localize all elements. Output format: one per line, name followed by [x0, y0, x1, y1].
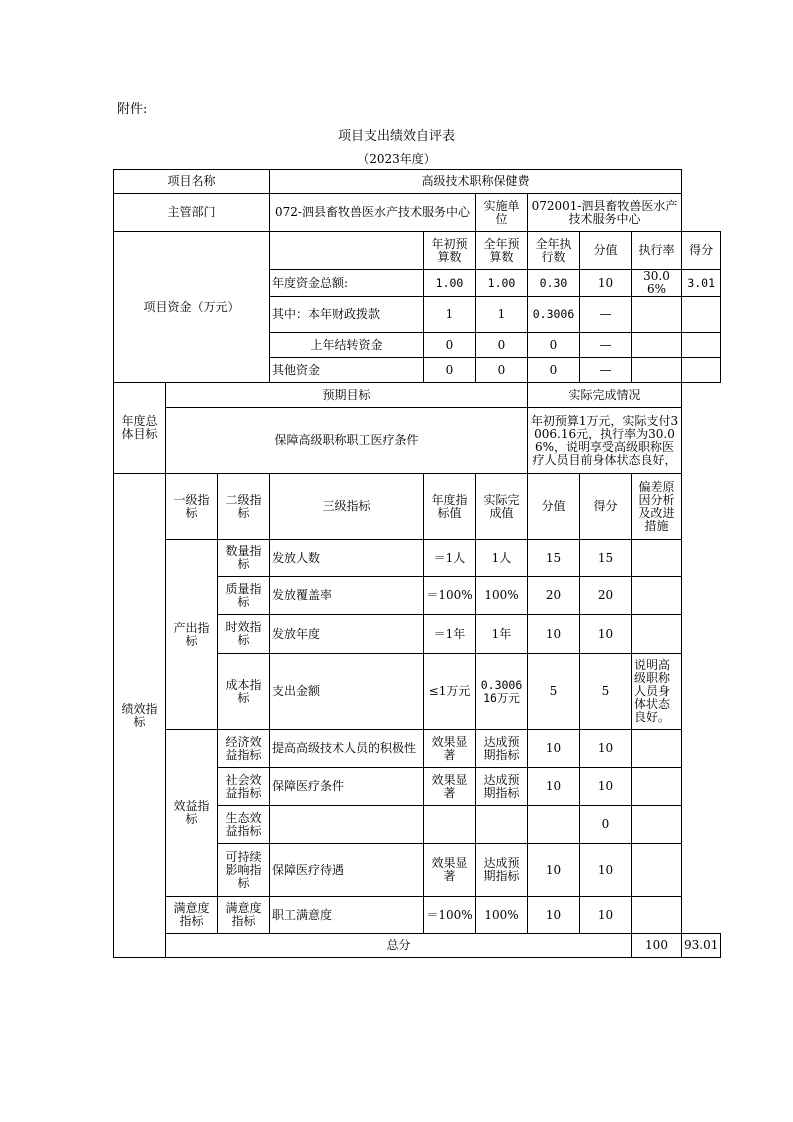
indicator-header: 偏差原因分析及改进措施 [632, 474, 682, 540]
goals-label: 年度总体目标 [114, 383, 166, 474]
level2-indicator: 生态效益指标 [218, 806, 270, 844]
indicator-got: 10 [580, 768, 632, 806]
indicator-actual: 达成预期指标 [476, 768, 528, 806]
level3-indicator: 保障医疗待遇 [270, 844, 424, 897]
indicator-note [632, 806, 682, 844]
indicator-header: 实际完成值 [476, 474, 528, 540]
level3-indicator: 发放人数 [270, 540, 424, 577]
funds-row-label: 年度资金总额: [270, 270, 424, 297]
funds-header: 全年执行数 [528, 232, 580, 270]
level2-indicator: 质量指标 [218, 577, 270, 615]
funds-cell: — [580, 333, 632, 358]
indicator-score: 10 [528, 768, 580, 806]
indicator-row [114, 540, 721, 577]
funds-header: 年初预算数 [424, 232, 476, 270]
funds-cell [632, 358, 682, 383]
funds-cell: 0.30 [528, 270, 580, 297]
indicator-score: 20 [528, 577, 580, 615]
level3-indicator: 发放覆盖率 [270, 577, 424, 615]
funds-cell [632, 297, 682, 333]
total-label: 总分 [166, 934, 632, 958]
indicator-score: 10 [528, 730, 580, 768]
funds-cell: 0.3006 [528, 297, 580, 333]
indicator-header: 一级指标 [166, 474, 218, 540]
indicator-got: 10 [580, 897, 632, 934]
indicator-target: ≤1万元 [424, 654, 476, 730]
level2-indicator: 满意度指标 [218, 897, 270, 934]
indicator-score: 10 [528, 897, 580, 934]
indicator-note: 说明高级职称人员身体状态良好。 [632, 654, 682, 730]
funds-row-label: 其中：本年财政拨款 [270, 297, 424, 333]
funds-header-blank [270, 232, 424, 270]
indicator-actual: 100% [476, 577, 528, 615]
funds-header: 全年预算数 [476, 232, 528, 270]
indicator-got: 0 [580, 806, 632, 844]
funds-cell: — [580, 297, 632, 333]
indicators-label: 绩效指标 [114, 474, 166, 958]
indicator-actual: 0.300616万元 [476, 654, 528, 730]
indicator-score: 10 [528, 844, 580, 897]
funds-cell: 0 [424, 333, 476, 358]
funds-cell: 10 [580, 270, 632, 297]
indicator-note [632, 540, 682, 577]
level2-indicator: 经济效益指标 [218, 730, 270, 768]
total-row [114, 934, 721, 958]
indicator-got: 10 [580, 844, 632, 897]
indicator-got: 20 [580, 577, 632, 615]
expected-goal-text: 保障高级职称职工医疗条件 [166, 408, 528, 474]
total-score: 100 [632, 934, 682, 958]
indicator-got: 5 [580, 654, 632, 730]
indicator-actual: 达成预期指标 [476, 844, 528, 897]
page-title: 项目支出绩效自评表 [337, 129, 455, 144]
funds-cell: 0 [424, 358, 476, 383]
expected-goal-header: 预期目标 [166, 383, 528, 408]
indicator-score: 5 [528, 654, 580, 730]
funds-cell: 0 [528, 358, 580, 383]
benefit-indicator-label: 效益指标 [166, 730, 218, 897]
level2-indicator: 时效指标 [218, 615, 270, 654]
indicator-target: ＝1人 [424, 540, 476, 577]
indicator-actual: 100% [476, 897, 528, 934]
output-indicator-label: 产出指标 [166, 540, 218, 730]
impl-unit-value: 072001-泗县畜牧兽医水产技术服务中心 [528, 194, 682, 232]
level2-indicator: 社会效益指标 [218, 768, 270, 806]
indicator-target: 效果显著 [424, 844, 476, 897]
indicator-got: 10 [580, 730, 632, 768]
indicator-score: 15 [528, 540, 580, 577]
level3-indicator: 职工满意度 [270, 897, 424, 934]
page-subtitle-year: （2023年度） [357, 152, 436, 166]
funds-cell [682, 333, 721, 358]
indicator-header: 得分 [580, 474, 632, 540]
project-name-value: 高级技术职称保健费 [270, 170, 682, 194]
indicator-row [114, 897, 721, 934]
total-got: 93.01 [682, 934, 721, 958]
level2-indicator: 成本指标 [218, 654, 270, 730]
indicator-target: 效果显著 [424, 768, 476, 806]
indicator-note [632, 615, 682, 654]
level3-indicator: 保障医疗条件 [270, 768, 424, 806]
actual-completion-text: 年初预算1万元，实际支付3006.16元，执行率为30.06%，说明享受高级职称医疗人员目前身体状态良好， [528, 408, 682, 474]
indicator-header: 三级指标 [270, 474, 424, 540]
funds-cell [632, 333, 682, 358]
level3-indicator: 支出金额 [270, 654, 424, 730]
funds-label: 项目资金（万元） [114, 232, 270, 383]
indicator-target: ＝100% [424, 897, 476, 934]
indicator-header: 二级指标 [218, 474, 270, 540]
indicator-note [632, 730, 682, 768]
funds-cell: 0 [476, 333, 528, 358]
funds-cell [682, 358, 721, 383]
indicator-note [632, 897, 682, 934]
funds-cell: — [580, 358, 632, 383]
indicator-got: 15 [580, 540, 632, 577]
satisfaction-indicator-label: 满意度指标 [166, 897, 218, 934]
indicator-header-row [114, 474, 721, 540]
indicator-actual: 1人 [476, 540, 528, 577]
department-row [114, 194, 721, 232]
project-name-row [114, 170, 721, 194]
funds-cell: 30.06% [632, 270, 682, 297]
indicator-target [424, 806, 476, 844]
funds-cell: 0 [476, 358, 528, 383]
indicator-got: 10 [580, 615, 632, 654]
funds-cell: 3.01 [682, 270, 721, 297]
indicator-target: ＝1年 [424, 615, 476, 654]
indicator-actual: 1年 [476, 615, 528, 654]
funds-header: 分值 [580, 232, 632, 270]
indicator-note [632, 577, 682, 615]
indicator-row [114, 730, 721, 768]
funds-cell: 1 [476, 297, 528, 333]
funds-cell: 1.00 [476, 270, 528, 297]
indicator-note [632, 768, 682, 806]
funds-header-row [114, 232, 721, 270]
funds-header: 执行率 [632, 232, 682, 270]
goals-content-row [114, 408, 721, 474]
funds-row-label: 上年结转资金 [270, 333, 424, 358]
project-name-label: 项目名称 [114, 170, 270, 194]
impl-unit-label: 实施单位 [476, 194, 528, 232]
indicator-actual: 达成预期指标 [476, 730, 528, 768]
indicator-note [632, 844, 682, 897]
attachment-label: 附件: [117, 102, 148, 117]
dept-label: 主管部门 [114, 194, 270, 232]
level3-indicator [270, 806, 424, 844]
funds-cell: 0 [528, 333, 580, 358]
indicator-target: 效果显著 [424, 730, 476, 768]
level3-indicator: 提高高级技术人员的积极性 [270, 730, 424, 768]
goals-header-row [114, 383, 721, 408]
indicator-target: ＝100% [424, 577, 476, 615]
funds-cell: 1.00 [424, 270, 476, 297]
level2-indicator: 数量指标 [218, 540, 270, 577]
funds-row-label: 其他资金 [270, 358, 424, 383]
level2-indicator: 可持续影响指标 [218, 844, 270, 897]
indicator-header: 分值 [528, 474, 580, 540]
indicator-header: 年度指标值 [424, 474, 476, 540]
funds-cell: 1 [424, 297, 476, 333]
indicator-actual [476, 806, 528, 844]
funds-cell [682, 297, 721, 333]
indicator-score [528, 806, 580, 844]
indicator-score: 10 [528, 615, 580, 654]
actual-completion-header: 实际完成情况 [528, 383, 682, 408]
funds-header: 得分 [682, 232, 721, 270]
level3-indicator: 发放年度 [270, 615, 424, 654]
self-evaluation-table [113, 169, 721, 958]
dept-value: 072-泗县畜牧兽医水产技术服务中心 [270, 194, 476, 232]
